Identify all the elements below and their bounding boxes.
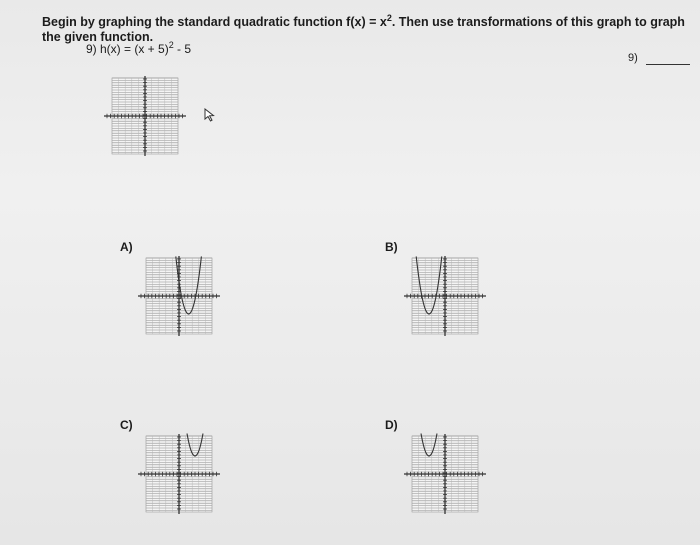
option-a-label: A) xyxy=(120,240,133,254)
instructions-text-after: . Then use transformations of this graph to graph the given function. xyxy=(42,15,685,45)
problem-label: 9) h(x) = (x + 5) xyxy=(86,42,169,56)
problem-statement xyxy=(86,40,191,56)
answer-blank[interactable] xyxy=(646,64,690,65)
problem-tail: - 5 xyxy=(173,42,192,56)
option-a-graph[interactable] xyxy=(138,256,220,336)
mouse-cursor-icon xyxy=(204,108,216,122)
problem-exponent: 2 xyxy=(168,40,174,50)
option-b-label: B) xyxy=(385,240,398,254)
option-b-graph[interactable] xyxy=(404,256,486,336)
option-c-graph[interactable] xyxy=(138,434,220,514)
option-c-label: C) xyxy=(120,418,133,432)
answer-number: 9) xyxy=(628,52,638,64)
instructions-text-before: Begin by graphing the standard quadratic function f(x) = x xyxy=(42,15,387,30)
blank-graph-grid[interactable] xyxy=(104,76,186,156)
option-d-label: D) xyxy=(385,418,398,432)
option-d-graph[interactable] xyxy=(404,434,486,514)
instructions-exponent: 2 xyxy=(386,13,392,23)
